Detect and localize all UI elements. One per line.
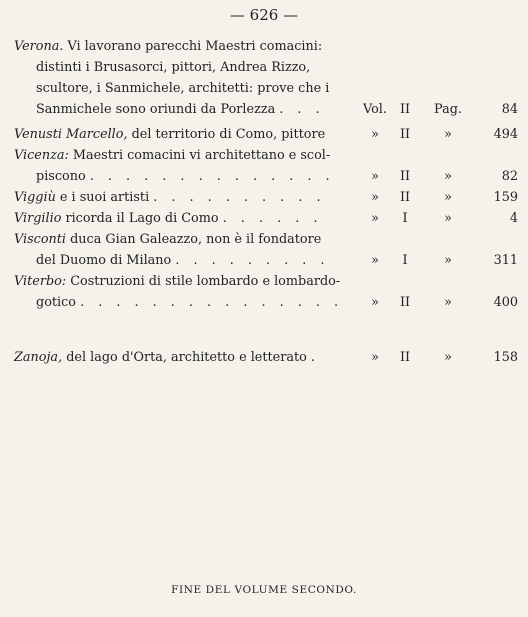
volume-label: » bbox=[371, 253, 379, 268]
entry-text bbox=[36, 166, 335, 187]
page-label: » bbox=[444, 350, 452, 365]
entry-term: Visconti bbox=[14, 232, 67, 247]
page-reference: 494 bbox=[493, 127, 518, 142]
index-entry bbox=[14, 229, 518, 271]
entry-line bbox=[14, 208, 518, 229]
leader-dots: . . . bbox=[279, 102, 325, 117]
entry-description: gotico bbox=[36, 295, 77, 310]
page-reference: 82 bbox=[501, 169, 518, 184]
page-label: » bbox=[444, 127, 452, 142]
volume-number: II bbox=[399, 102, 411, 117]
entry-term: Verona. bbox=[14, 39, 64, 54]
page-reference: 4 bbox=[509, 211, 518, 226]
index-entry bbox=[14, 187, 518, 208]
page-number: — 626 — bbox=[229, 6, 299, 24]
entry-text bbox=[36, 78, 329, 99]
entry-description: Vi lavorano parecchi Maestri comacini: bbox=[63, 39, 323, 54]
index-entry bbox=[14, 347, 518, 368]
volume-number: II bbox=[399, 127, 411, 142]
entry-text bbox=[36, 250, 330, 271]
page-reference: 400 bbox=[493, 295, 518, 310]
volume-end-note: FINE DEL VOLUME SECONDO. bbox=[171, 584, 357, 596]
entry-text bbox=[14, 229, 321, 250]
entry-description: del Duomo di Milano bbox=[36, 253, 172, 268]
volume-label: » bbox=[371, 169, 379, 184]
entry-line bbox=[14, 187, 518, 208]
entry-line bbox=[14, 99, 518, 120]
entry-description: distinti i Brusasorci, pittori, Andrea Rizzo, bbox=[36, 60, 311, 75]
entry-text bbox=[36, 292, 343, 313]
entry-term: Viterbo: bbox=[14, 274, 67, 289]
entry-line bbox=[14, 229, 518, 250]
entry-description: piscono bbox=[36, 169, 86, 184]
leader-dots: . . . . . . . . . bbox=[175, 253, 330, 268]
page-reference: 84 bbox=[501, 102, 518, 117]
index-entry bbox=[14, 124, 518, 145]
page-label: » bbox=[444, 295, 452, 310]
entry-description: del lago d'Orta, architetto e letterato bbox=[62, 350, 307, 365]
entry-text bbox=[14, 145, 330, 166]
leader-dots: . . . . . . . . . . . . . . . bbox=[80, 295, 344, 310]
leader-dots: . . . . . . . . . . . . . . bbox=[89, 169, 335, 184]
entry-description: Maestri comacini vi architettano e scol- bbox=[68, 148, 331, 163]
entry-description: duca Gian Galeazzo, non è il fondatore bbox=[66, 232, 322, 247]
entry-term: Vicenza: bbox=[14, 148, 69, 163]
entry-description: del territorio di Como, pittore bbox=[127, 127, 326, 142]
page-label: » bbox=[444, 169, 452, 184]
entry-line bbox=[14, 36, 518, 57]
entry-line bbox=[14, 166, 518, 187]
page-label: Pag. bbox=[434, 102, 462, 117]
entry-term: Venusti Marcello, bbox=[14, 127, 128, 142]
entry-term: Zanoja, bbox=[14, 350, 63, 365]
page-label: » bbox=[444, 190, 452, 205]
leader-dots: . . . . . . . . . . bbox=[153, 190, 326, 205]
page-reference: 158 bbox=[493, 350, 518, 365]
volume-number: II bbox=[399, 295, 411, 310]
volume-label: » bbox=[371, 295, 379, 310]
index-entry bbox=[14, 145, 518, 187]
volume-label: » bbox=[371, 211, 379, 226]
index-entry bbox=[14, 208, 518, 229]
volume-label: » bbox=[371, 350, 379, 365]
volume-number: I bbox=[402, 211, 408, 226]
entry-description: Sanmichele sono oriundi da Porlezza bbox=[36, 102, 276, 117]
entry-description: Costruzioni di stile lombardo e lombardo- bbox=[66, 274, 341, 289]
entry-line bbox=[14, 250, 518, 271]
page-reference: 311 bbox=[493, 253, 518, 268]
entry-description: scultore, i Sanmichele, architetti: prove che i bbox=[36, 81, 330, 96]
entry-text bbox=[14, 187, 326, 208]
volume-label: Vol. bbox=[363, 102, 387, 117]
entry-line bbox=[14, 78, 518, 99]
volume-number: II bbox=[399, 190, 411, 205]
entry-text bbox=[14, 124, 325, 145]
index-entry bbox=[14, 36, 518, 120]
entry-line bbox=[14, 271, 518, 292]
leader-dots: . bbox=[310, 350, 320, 365]
volume-label: » bbox=[371, 190, 379, 205]
entry-text bbox=[14, 208, 322, 229]
entry-description: ricorda il Lago di Como bbox=[61, 211, 219, 226]
leader-dots: . . . . . . bbox=[222, 211, 323, 226]
entry-line bbox=[14, 347, 518, 368]
entry-line bbox=[14, 145, 518, 166]
entry-text bbox=[14, 347, 320, 368]
entry-description: e i suoi artisti bbox=[55, 190, 150, 205]
entry-line bbox=[14, 124, 518, 145]
page-label: » bbox=[444, 253, 452, 268]
page-label: » bbox=[444, 211, 452, 226]
entry-text bbox=[36, 99, 325, 120]
entry-term: Virgilio bbox=[14, 211, 62, 226]
volume-number: II bbox=[399, 169, 411, 184]
entry-text bbox=[36, 57, 310, 78]
entry-term: Viggiù bbox=[14, 190, 56, 205]
entry-line bbox=[14, 57, 518, 78]
volume-label: » bbox=[371, 127, 379, 142]
entry-text bbox=[14, 36, 322, 57]
index-entry bbox=[14, 271, 518, 313]
entry-line bbox=[14, 292, 518, 313]
volume-number: I bbox=[402, 253, 408, 268]
volume-number: II bbox=[399, 350, 411, 365]
entry-text bbox=[14, 271, 340, 292]
page-reference: 159 bbox=[493, 190, 518, 205]
